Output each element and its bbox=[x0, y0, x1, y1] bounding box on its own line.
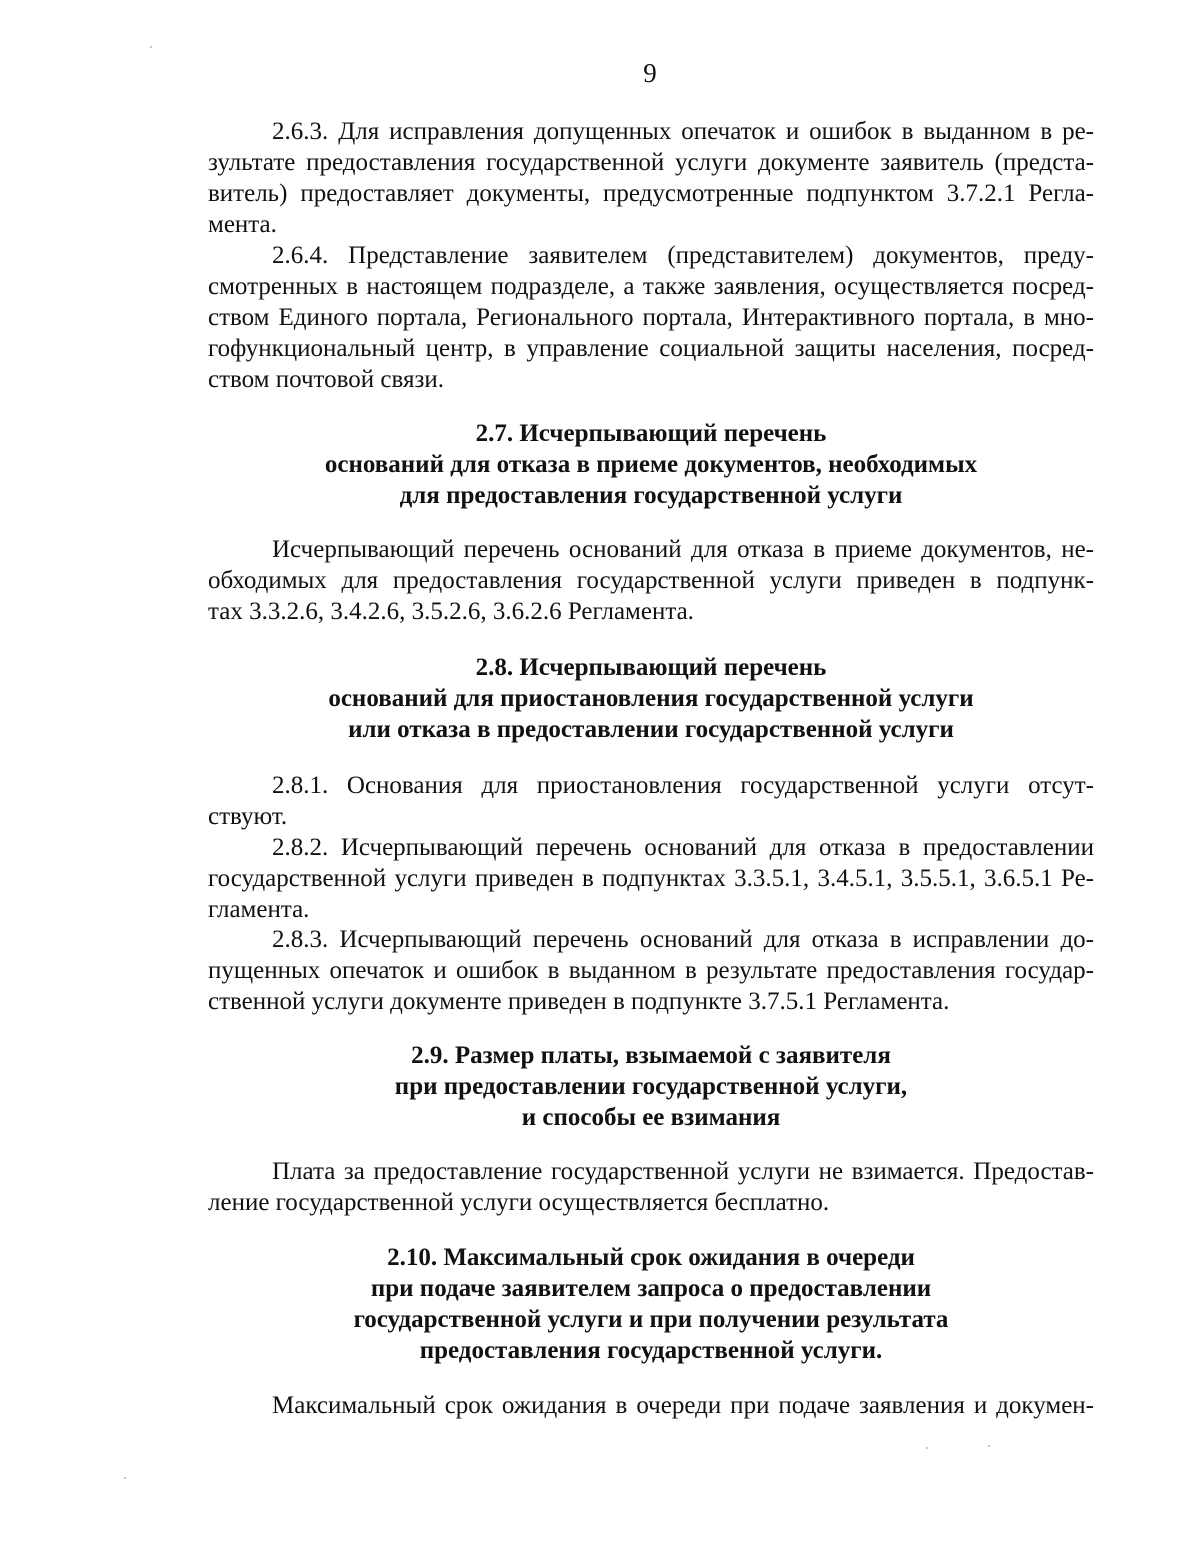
heading-line: оснований для приостановления государственной услуги bbox=[328, 685, 974, 712]
section-heading-2-9 bbox=[208, 1040, 1094, 1133]
heading-line: государственной услуги и при получении результата bbox=[353, 1306, 949, 1333]
text-line: 2.6.3. Для исправления допущенных опечаток и ошибок в выданном в ре- bbox=[272, 118, 1094, 145]
text-line: смотренных в настоящем подразделе, а также заявления, осуществляется посред- bbox=[208, 273, 1094, 300]
section-heading-2-7 bbox=[208, 418, 1094, 511]
section-heading-2-8 bbox=[208, 652, 1094, 745]
paragraph-2-7 bbox=[208, 534, 1094, 627]
text-line: гофункциональный центр, в управление социальной защиты населения, посред- bbox=[208, 335, 1094, 362]
heading-line: 2.10. Максимальный срок ожидания в очереди bbox=[387, 1244, 915, 1271]
heading-line: и способы ее взимания bbox=[521, 1104, 781, 1131]
paragraph-2-10 bbox=[208, 1390, 1094, 1421]
heading-line: 2.7. Исчерпывающий перечень bbox=[475, 420, 827, 447]
page-number: 9 bbox=[643, 58, 657, 88]
heading-line: оснований для отказа в приеме документов, необходимых bbox=[324, 451, 978, 478]
text-line: государственной услуги приведен в подпунктах 3.3.5.1, 3.4.5.1, 3.5.5.1, 3.6.5.1 Ре- bbox=[208, 865, 1094, 892]
text-line: зультате предоставления государственной услуги документе заявитель (предста- bbox=[208, 149, 1094, 176]
text-line: гламента. bbox=[208, 896, 310, 923]
section-heading-2-10 bbox=[208, 1242, 1094, 1366]
text-line: 2.8.2. Исчерпывающий перечень оснований для отказа в предоставлении bbox=[272, 834, 1094, 861]
text-line: ством почтовой связи. bbox=[208, 366, 444, 393]
heading-line: для предоставления государственной услуги bbox=[399, 482, 903, 509]
heading-line: 2.9. Размер платы, взымаемой с заявителя bbox=[411, 1042, 891, 1069]
scan-speck bbox=[150, 46, 152, 48]
heading-line: при подаче заявителем запроса о предоставлении bbox=[370, 1275, 932, 1302]
text-line: ством Единого портала, Регионального портала, Интерактивного портала, в мно- bbox=[208, 304, 1094, 331]
scan-speck bbox=[988, 1445, 990, 1447]
paragraph-2-9 bbox=[208, 1156, 1094, 1218]
paragraph-2-6-4 bbox=[208, 240, 1094, 395]
text-line: 2.6.4. Представление заявителем (представителем) документов, преду- bbox=[272, 242, 1094, 269]
paragraph-2-6-3 bbox=[208, 116, 1094, 240]
heading-line: 2.8. Исчерпывающий перечень bbox=[475, 654, 827, 681]
text-line: ствуют. bbox=[208, 803, 288, 830]
text-line: Максимальный срок ожидания в очереди при подаче заявления и докумен- bbox=[272, 1392, 1094, 1419]
text-line: Исчерпывающий перечень оснований для отказа в приеме документов, не- bbox=[272, 536, 1094, 563]
heading-line: или отказа в предоставлении государственной услуги bbox=[348, 716, 954, 743]
paragraph-2-8-2 bbox=[208, 832, 1094, 925]
text-line: витель) предоставляет документы, предусмотренные подпунктом 3.7.2.1 Регла- bbox=[208, 180, 1094, 207]
scan-speck bbox=[124, 1477, 126, 1479]
heading-line: при предоставлении государственной услуги, bbox=[394, 1073, 908, 1100]
text-line: пущенных опечаток и ошибок в выданном в результате предоставления государ- bbox=[208, 957, 1094, 984]
text-line: ственной услуги документе приведен в подпункте 3.7.5.1 Регламента. bbox=[208, 988, 950, 1015]
text-line: тах 3.3.2.6, 3.4.2.6, 3.5.2.6, 3.6.2.6 Регламента. bbox=[208, 598, 694, 625]
text-line: обходимых для предоставления государственной услуги приведен в подпунк- bbox=[208, 567, 1094, 594]
heading-line: предоставления государственной услуги. bbox=[419, 1337, 883, 1364]
text-line: 2.8.3. Исчерпывающий перечень оснований для отказа в исправлении до- bbox=[272, 926, 1094, 953]
text-line: мента. bbox=[208, 211, 277, 238]
paragraph-2-8-1 bbox=[208, 770, 1094, 832]
paragraph-2-8-3 bbox=[208, 924, 1094, 1017]
scan-speck bbox=[926, 1447, 928, 1449]
text-line: 2.8.1. Основания для приостановления государственной услуги отсут- bbox=[272, 772, 1094, 799]
text-line: ление государственной услуги осуществляется бесплатно. bbox=[208, 1189, 830, 1216]
text-line: Плата за предоставление государственной услуги не взимается. Предостав- bbox=[272, 1158, 1094, 1185]
